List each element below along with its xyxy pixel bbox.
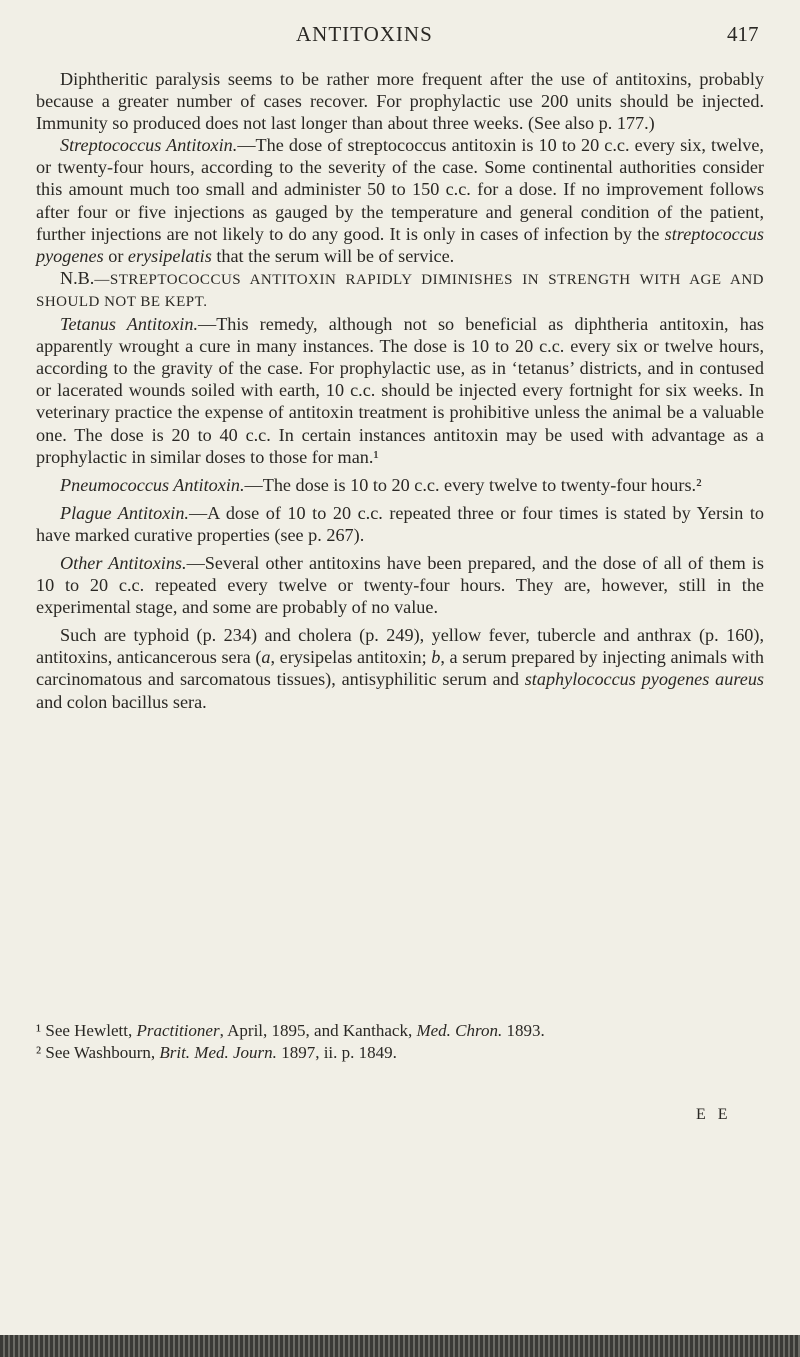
paragraph-nb: N.B.—STREPTOCOCCUS ANTITOXIN RAPIDLY DIMINISHES IN STRENGTH WITH AGE AND SHOULD NOT BE KEPT. [36,267,764,310]
body-text [36,68,764,713]
heading-other: Other Antitoxins. [60,552,187,573]
signature-mark: E E [696,1106,732,1123]
heading-tetanus: Tetanus Antitoxin. [60,314,198,335]
heading-streptococcus: Streptococcus Antitoxin. [60,135,238,156]
paragraph-tetanus: Tetanus Antitoxin.—This remedy, although not so beneficial as diphtheria antitoxin, has apparently wrought a cure in many instances. The dose is 10 to 20 c.c. every six or twelve hours, according to the gravity of the case. For prophylactic use, as in ‘tetanus’ districts, and in contused or lacerated wounds soiled with earth, 10 c.c. should be injected every fortnight for six weeks. In veterinary practice the expense of antitoxin treatment is prohibitive unless the animal be a valuable one. The dose is 20 to 40 c.c. In certain instances antitoxin may be used with advantage as a prophylactic in similar doses to those for man.¹ [36,314,765,467]
running-title: ANTITOXINS [296,22,433,46]
paragraph-pneumococcus: Pneumococcus Antitoxin.—The dose is 10 to 20 c.c. every twelve to twenty-four hours.² [60,474,702,495]
page-number: 417 [727,22,759,46]
footnote-1: ¹ See Hewlett, Practitioner, April, 1895, and Kanthack, Med. Chron. 1893. [36,1021,545,1040]
page-header [0,22,800,52]
heading-pneumococcus: Pneumococcus Antitoxin. [60,474,245,495]
scan-edge [0,1335,800,1357]
paragraph-plague: Plague Antitoxin.—A dose of 10 to 20 c.c. repeated three or four times is stated by Yersin to have marked curative properties (see p. 267). [36,502,764,545]
heading-plague: Plague Antitoxin. [60,502,189,523]
paragraph-other: Other Antitoxins.—Several other antitoxins have been prepared, and the dose of all of them is 10 to 20 c.c. repeated every twelve or twenty-four hours. They are, however, still in the experimental stage, and some are probably of no value. [36,552,764,618]
footnotes [36,1020,764,1064]
footnote-2: ² See Washbourn, Brit. Med. Journ. 1897, ii. p. 1849. [36,1043,397,1062]
paragraph-such: Such are typhoid (p. 234) and cholera (p. 249), yellow fever, tubercle and anthrax (p. 160), antitoxins, anticancerous sera (a, erysipelas antitoxin; b, a serum prepared by injecting animals with carcinomatous and sarcomatous tissues), antisyphilitic serum and staphylococcus pyogenes aureus and colon bacillus sera. [36,625,764,712]
paragraph-diphtheritic: Diphtheritic paralysis seems to be rather more frequent after the use of antitoxins, probably because a greater number of cases recover. For prophylactic use 200 units should be injected. Immunity so produced does not last longer than about three weeks. (See also p. 177.) [36,69,764,134]
paragraph-streptococcus: Streptococcus Antitoxin.—The dose of streptococcus antitoxin is 10 to 20 c.c. every six, twelve, or twenty-four hours, according to the severity of the case. Some continental authorities consider this amount much too small and administer 50 to 150 c.c. for a dose. If no improvement follows after four or five injections as gauged by the temperature and general condition of the patient, further injections are not likely to do any good. It is only in cases of infection by the streptococcus pyogenes or erysipelatis that the serum will be of service. [36,135,764,266]
